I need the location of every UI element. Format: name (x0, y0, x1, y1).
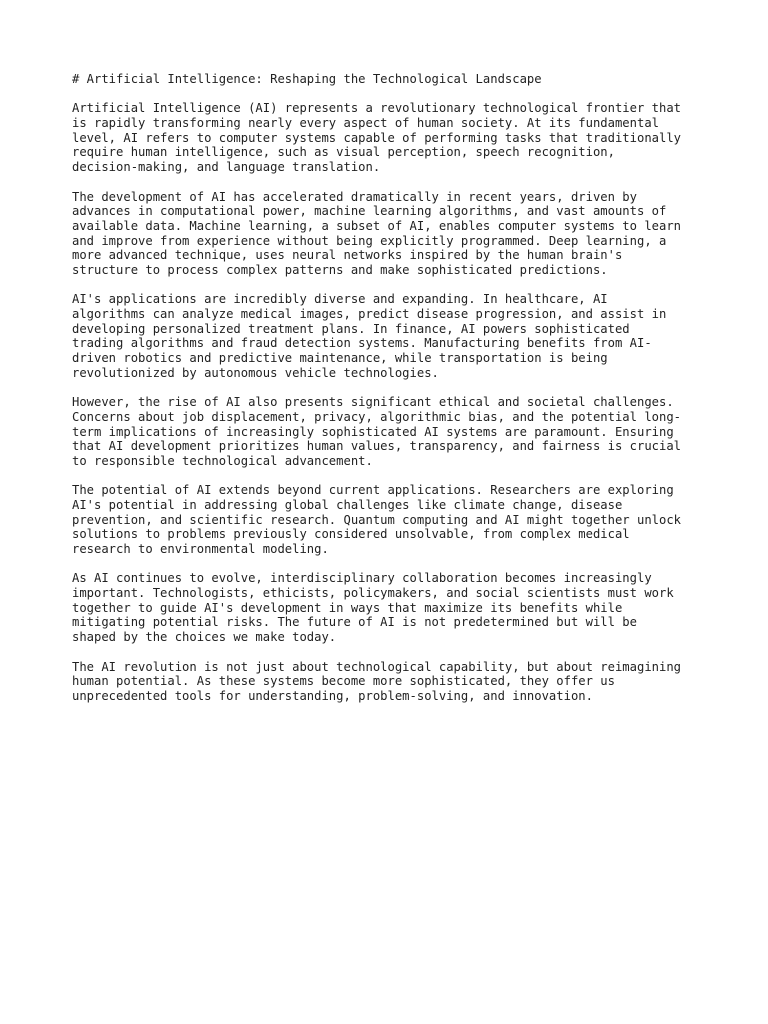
paragraph-line: unprecedented tools for understanding, problem-solving, and innovation. (72, 688, 593, 703)
paragraph-line: However, the rise of AI also presents significant ethical and societal challenges. (72, 395, 674, 410)
paragraph-line: AI's potential in addressing global challenges like climate change, disease (72, 497, 623, 512)
paragraph-line: algorithms can analyze medical images, predict disease progression, and assist in (72, 307, 667, 321)
paragraph-line: shaped by the choices we make today. (72, 630, 337, 645)
paragraph (72, 395, 712, 468)
paragraph (72, 292, 712, 380)
paragraph-line: mitigating potential risks. The future of AI is not predetermined but will be (72, 615, 637, 630)
paragraph (72, 660, 712, 704)
paragraph-line: Artificial Intelligence (AI) represents a revolutionary technological frontier that (72, 101, 682, 116)
paragraph-line: trading algorithms and fraud detection systems. Manufacturing benefits from AI- (72, 336, 652, 351)
paragraph-line: AI's applications are incredibly diverse and expanding. In healthcare, AI (72, 292, 608, 307)
paragraph-line: structure to process complex patterns and make sophisticated predictions. (72, 262, 608, 277)
paragraph (72, 571, 712, 644)
paragraph-line: Concerns about job displacement, privacy, algorithmic bias, and the potential long- (72, 409, 682, 424)
paragraph-line: The AI revolution is not just about technological capability, but about reimagining (72, 659, 682, 674)
paragraph-line: available data. Machine learning, a subset of AI, enables computer systems to learn (72, 218, 682, 233)
paragraph-line: developing personalized treatment plans. In finance, AI powers sophisticated (72, 321, 630, 336)
paragraph-line: decision-making, and language translation. (72, 160, 381, 175)
document-body (72, 101, 712, 703)
document-page (72, 72, 712, 718)
paragraph-line: to responsible technological advancement. (72, 453, 373, 468)
paragraph-line: important. Technologists, ethicists, policymakers, and social scientists must work (72, 586, 674, 601)
paragraph-line: term implications of increasingly sophisticated AI systems are paramount. Ensuring (72, 424, 674, 439)
paragraph (72, 483, 712, 556)
paragraph-line: driven robotics and predictive maintenance, while transportation is being (72, 351, 608, 366)
paragraph-line: advances in computational power, machine learning algorithms, and vast amounts of (72, 204, 667, 219)
paragraph-line: revolutionized by autonomous vehicle technologies. (72, 365, 439, 380)
paragraph (72, 101, 712, 174)
paragraph-line: and improve from experience without being explicitly programmed. Deep learning, a (72, 233, 667, 248)
paragraph (72, 190, 712, 278)
paragraph-line: As AI continues to evolve, interdisciplinary collaboration becomes increasingly (72, 571, 652, 586)
paragraph-line: more advanced technique, uses neural networks inspired by the human brain's (72, 248, 623, 263)
paragraph-line: require human intelligence, such as visual perception, speech recognition, (72, 145, 615, 160)
paragraph-line: The potential of AI extends beyond current applications. Researchers are exploring (72, 483, 674, 498)
paragraph-line: human potential. As these systems become more sophisticated, they offer us (72, 674, 615, 689)
document-heading: # Artificial Intelligence: Reshaping the Technological Landscape (72, 72, 542, 86)
paragraph-line: The development of AI has accelerated dramatically in recent years, driven by (72, 189, 637, 204)
paragraph-line: research to environmental modeling. (72, 542, 329, 556)
paragraph-line: prevention, and scientific research. Quantum computing and AI might together unlock (72, 512, 682, 527)
paragraph-line: solutions to problems previously considered unsolvable, from complex medical (72, 527, 630, 542)
paragraph-line: that AI development prioritizes human values, transparency, and fairness is crucial (72, 439, 682, 454)
paragraph-line: together to guide AI's development in ways that maximize its benefits while (72, 600, 623, 615)
paragraph-line: is rapidly transforming nearly every aspect of human society. At its fundamental (72, 116, 659, 131)
paragraph-line: level, AI refers to computer systems capable of performing tasks that traditionally (72, 130, 682, 145)
